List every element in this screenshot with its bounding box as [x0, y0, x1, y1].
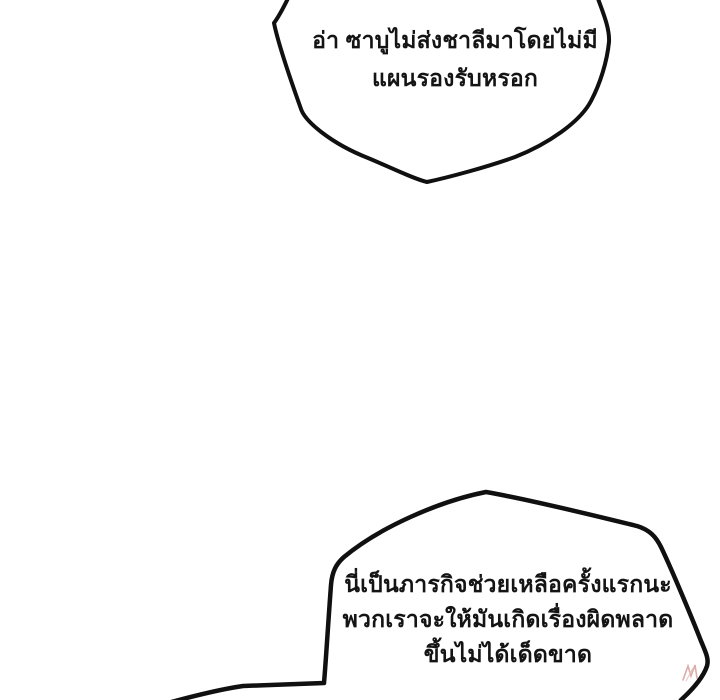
- speech-text-line: พวกเราจะให้มันเกิดเรื่องผิดพลาด: [342, 606, 674, 632]
- speech-text-line: แผนรองรับหรอก: [371, 65, 539, 91]
- speech-text-line: นี่เป็นภารกิจช่วยเหลือครั้งแรกนะ: [344, 571, 672, 597]
- speech-text-line: อ่า ซาบูไม่ส่งชาลีมาโดยไม่มี: [312, 27, 598, 53]
- bottom-speech-bubble: [330, 567, 686, 672]
- top-speech-bubble: [285, 21, 625, 97]
- speech-text-line: ขึ้นไม่ได้เด็ดขาด: [423, 641, 593, 667]
